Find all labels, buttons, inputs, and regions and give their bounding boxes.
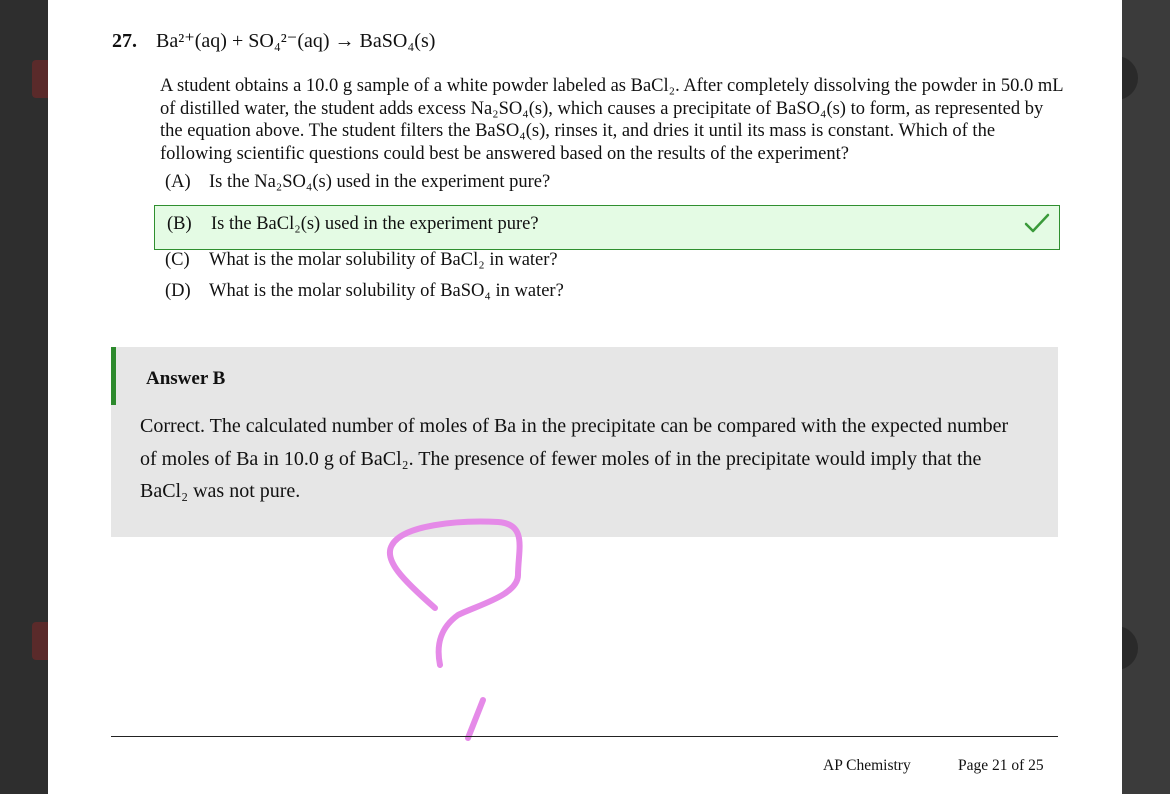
option-a[interactable] <box>165 172 550 193</box>
option-label: (B) <box>167 214 192 234</box>
option-label: (D) <box>165 281 191 301</box>
answer-title: Answer B <box>146 368 226 389</box>
right-margin <box>1122 0 1170 794</box>
question-header <box>112 28 435 53</box>
question-number: 27. <box>112 30 137 52</box>
checkmark-icon <box>1023 209 1051 237</box>
option-b[interactable] <box>167 214 539 235</box>
option-c[interactable] <box>165 250 558 271</box>
option-text: What is the molar solubility of BaSO₄ in water? <box>209 281 564 301</box>
option-text: Is the Na₂SO₄(s) used in the experiment pure? <box>209 172 551 192</box>
question-mark-doodle-icon <box>378 510 578 750</box>
option-d[interactable] <box>165 281 564 302</box>
footer-page-number: Page 21 of 25 <box>958 757 1044 774</box>
option-text: Is the BaCl₂(s) used in the experiment pure? <box>211 214 539 234</box>
footer-divider <box>111 736 1058 737</box>
option-text: What is the molar solubility of BaCl₂ in water? <box>209 250 558 270</box>
option-b-selected[interactable] <box>154 205 1060 250</box>
reaction-equation: Ba²⁺(aq) + SO₄²⁻(aq) → BaSO₄(s) <box>156 30 436 52</box>
left-margin <box>0 0 48 794</box>
option-label: (A) <box>165 172 191 192</box>
document-page <box>48 0 1122 794</box>
answer-panel <box>111 347 1058 537</box>
question-stem: A student obtains a 10.0 g sample of a white powder labeled as BaCl₂. After completely dissolving the powder in 50.0 mL of distilled water, the student adds excess Na₂SO₄(s), which causes a precipitate of BaSO₄(s) to form, as represented by the equation above. The student filters the BaSO₄(s), rinses it, and dries it until its mass is constant. Which of the following scientific questions could best be answered based on the results of the experiment? <box>160 76 1063 164</box>
footer-course: AP Chemistry <box>823 757 911 774</box>
side-tab <box>32 622 48 660</box>
side-tab <box>32 60 48 98</box>
answer-accent-bar <box>111 347 116 405</box>
answer-explanation: Correct. The calculated number of moles of Ba in the precipitate can be compared with the expected number of moles of Ba in 10.0 g of BaCl₂. The presence of fewer moles of in the precipitate would imply that the BaCl₂ was not pure. <box>140 415 1009 502</box>
option-label: (C) <box>165 250 190 270</box>
